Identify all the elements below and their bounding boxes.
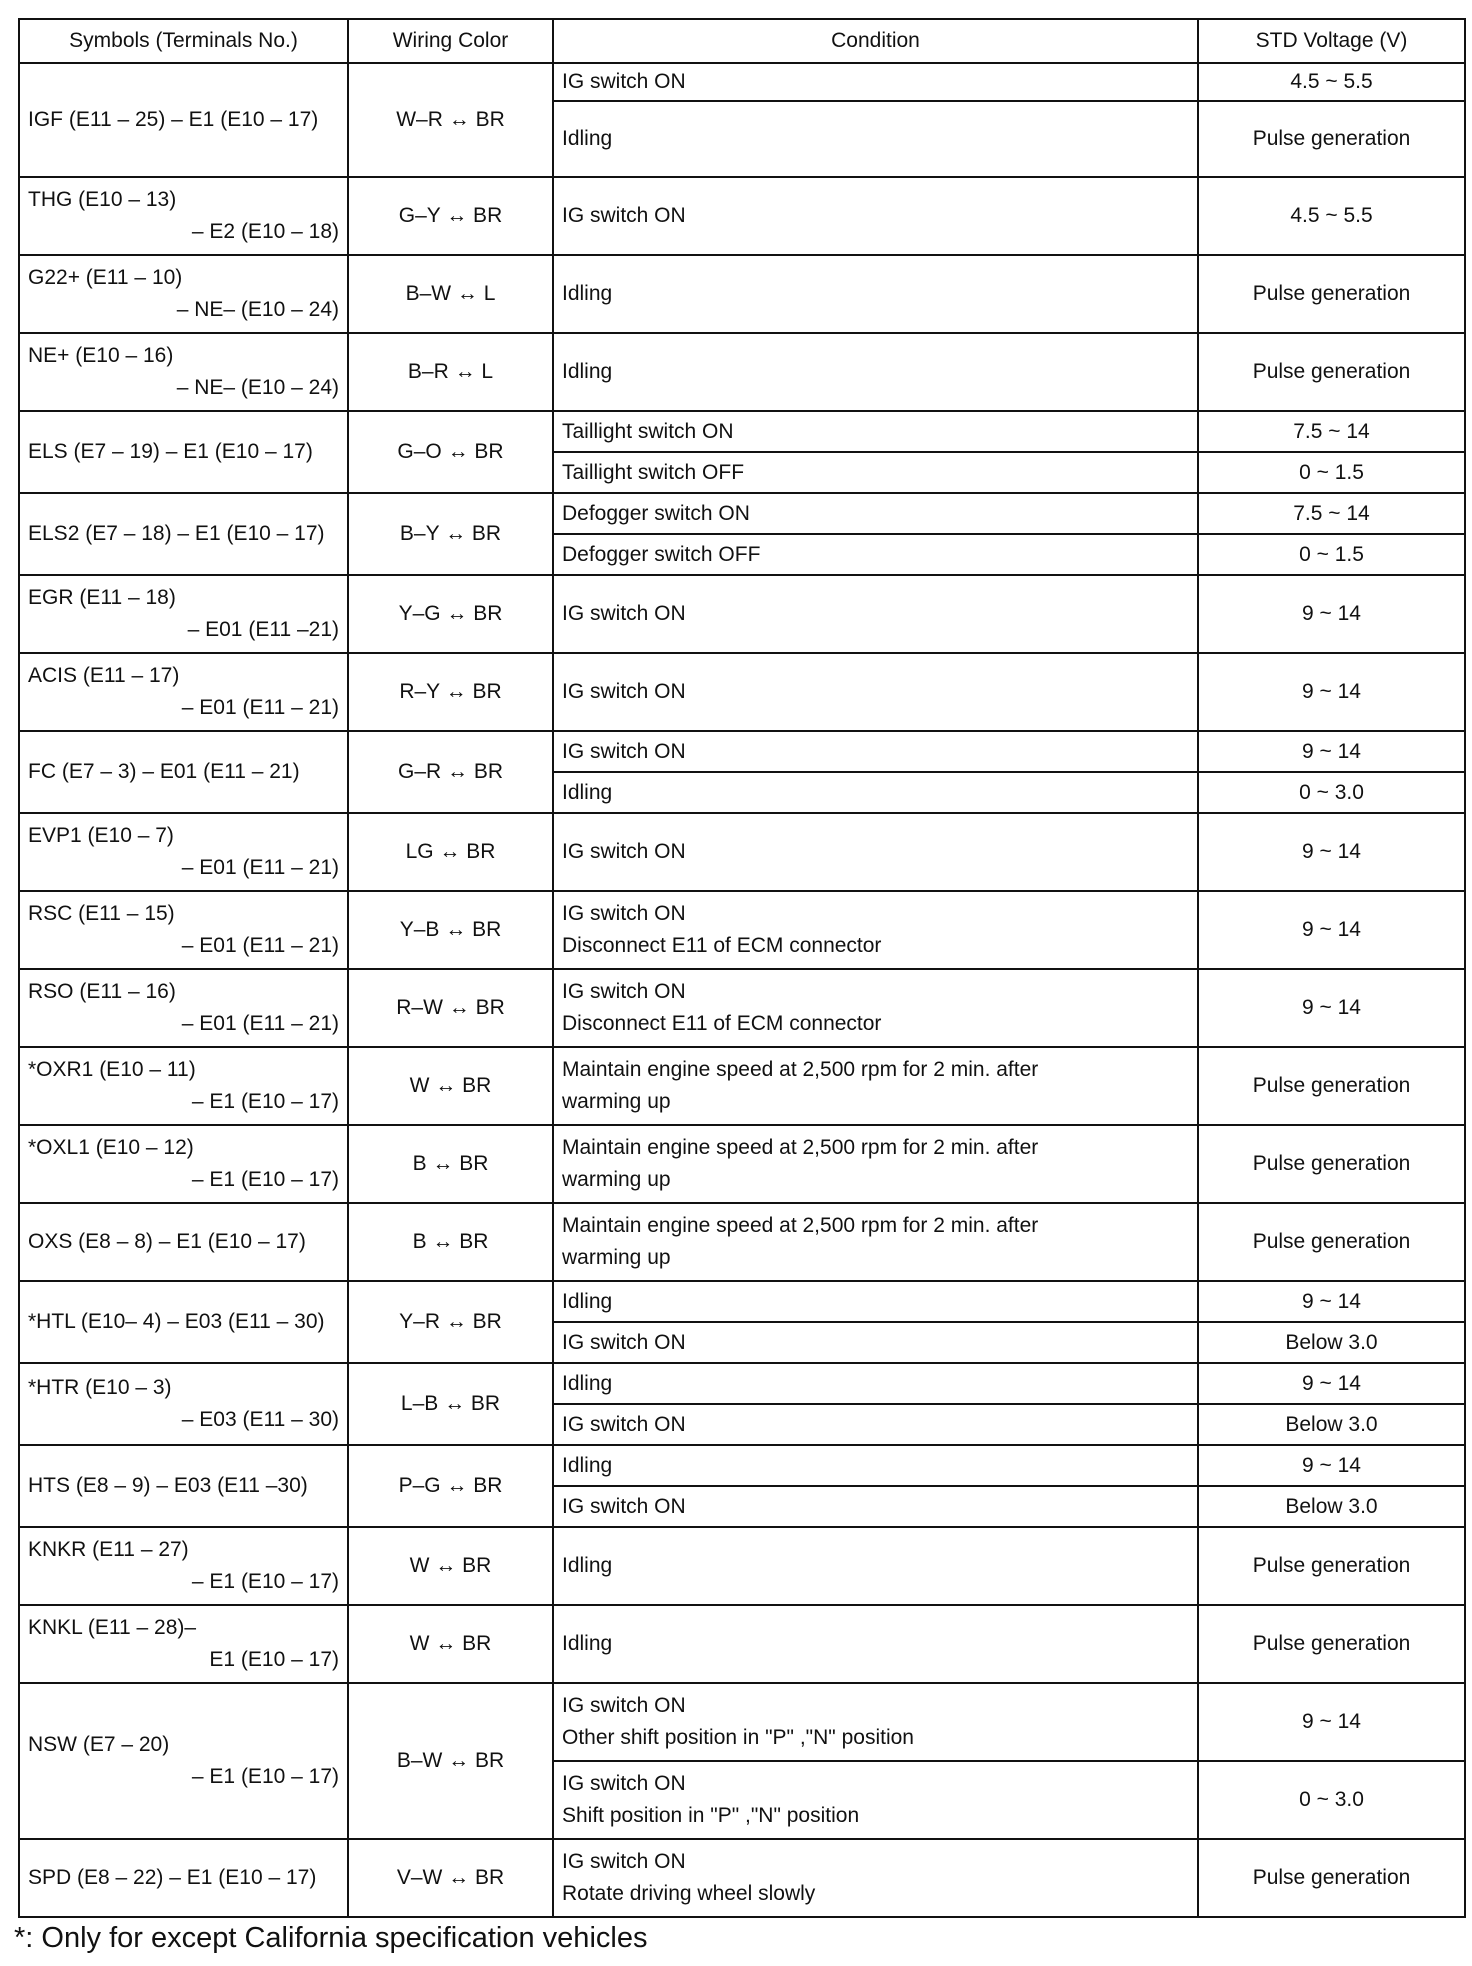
symbol-line-2: – E01 (E11 –21) [187,618,339,641]
wiring-color-cell: R–W ↔ BR [348,969,553,1047]
condition-line-1: IG switch ON [562,1412,686,1436]
symbol-cell [19,891,348,969]
std-voltage-cell: 9 ~ 14 [1198,969,1465,1047]
symbol-cell [19,411,348,493]
symbol-line-1: FC (E7 – 3) – E01 (E11 – 21) [28,760,300,783]
condition-line-1: Idling [562,780,613,804]
condition-line-1: IG switch ON [562,204,686,227]
std-voltage-cell: 0 ~ 3.0 [1198,772,1465,813]
symbol-line-1: KNKL (E11 – 28)– [28,1616,197,1639]
condition-line-1: IG switch ON [562,902,686,925]
symbol-cell [19,1125,348,1203]
std-voltage-cell: Below 3.0 [1198,1486,1465,1527]
symbol-line-1: RSC (E11 – 15) [28,902,175,925]
symbol-cell [19,1281,348,1363]
condition-line-2: Shift position in "P" ,"N" position [562,1804,860,1827]
header-condition: Condition [553,19,1198,63]
condition-cell [553,1322,1198,1363]
symbol-line-1: NE+ (E10 – 16) [28,344,174,367]
std-voltage-cell: 9 ~ 14 [1198,731,1465,772]
symbol-line-1: ELS2 (E7 – 18) – E1 (E10 – 17) [28,522,325,545]
condition-line-2: Other shift position in "P" ,"N" position [562,1726,914,1749]
condition-cell [553,1683,1198,1761]
wiring-color-cell: Y–B ↔ BR [348,891,553,969]
wiring-color-cell: V–W ↔ BR [348,1839,553,1917]
condition-cell [553,653,1198,731]
condition-cell [553,1203,1198,1281]
symbol-line-2: – E01 (E11 – 21) [181,696,339,719]
symbol-line-1: RSO (E11 – 16) [28,980,176,1003]
condition-line-2: Disconnect E11 of ECM connector [562,1012,882,1035]
std-voltage-cell: 9 ~ 14 [1198,575,1465,653]
std-voltage-cell: 0 ~ 1.5 [1198,452,1465,493]
condition-line-1: Idling [562,1371,613,1395]
condition-line-1: Defogger switch ON [562,501,750,525]
condition-line-1: IG switch ON [562,1494,686,1518]
condition-cell [553,1761,1198,1839]
condition-cell [553,255,1198,333]
condition-cell [553,452,1198,493]
std-voltage-cell: 9 ~ 14 [1198,653,1465,731]
condition-line-1: Defogger switch OFF [562,542,761,566]
condition-cell [553,1047,1198,1125]
condition-cell [553,575,1198,653]
table-row [19,1281,1465,1322]
std-voltage-cell: Pulse generation [1198,255,1465,333]
table-row [19,333,1465,411]
wiring-color-cell: B ↔ BR [348,1203,553,1281]
condition-cell [553,731,1198,772]
condition-cell [553,411,1198,452]
wiring-color-cell: B ↔ BR [348,1125,553,1203]
condition-cell [553,1445,1198,1486]
condition-line-1: Idling [562,1632,613,1655]
symbol-line-2: – E1 (E10 – 17) [191,1090,339,1113]
wiring-color-cell: G–Y ↔ BR [348,177,553,255]
symbol-cell [19,813,348,891]
symbol-cell [19,1363,348,1445]
symbol-line-2: E1 (E10 – 17) [209,1648,339,1671]
table-row [19,891,1465,969]
condition-cell [553,1281,1198,1322]
condition-cell [553,1605,1198,1683]
symbol-line-1: IGF (E11 – 25) – E1 (E10 – 17) [28,108,319,131]
symbol-cell [19,731,348,813]
symbol-line-1: *OXL1 (E10 – 12) [28,1136,194,1159]
condition-line-1: Taillight switch OFF [562,460,745,484]
symbol-line-1: NSW (E7 – 20) [28,1733,170,1756]
condition-line-1: Idling [562,127,613,150]
wiring-color-cell: Y–R ↔ BR [348,1281,553,1363]
condition-cell [553,177,1198,255]
std-voltage-cell: 0 ~ 1.5 [1198,534,1465,575]
condition-line-1: Maintain engine speed at 2,500 rpm for 2 min. after [562,1058,1039,1081]
table-row [19,493,1465,534]
header-std-voltage: STD Voltage (V) [1198,19,1465,63]
condition-line-1: Idling [562,282,613,305]
symbol-line-2: – E2 (E10 – 18) [191,220,339,243]
table-row [19,813,1465,891]
std-voltage-cell: 7.5 ~ 14 [1198,411,1465,452]
condition-line-1: IG switch ON [562,1850,686,1873]
table-body [19,63,1465,1917]
symbol-cell [19,1203,348,1281]
wiring-color-cell: R–Y ↔ BR [348,653,553,731]
condition-cell [553,1363,1198,1404]
symbol-line-2: – NE– (E10 – 24) [176,376,339,399]
condition-cell [553,1839,1198,1917]
symbol-line-1: ACIS (E11 – 17) [28,664,180,687]
std-voltage-cell: 0 ~ 3.0 [1198,1761,1465,1839]
std-voltage-cell: 9 ~ 14 [1198,1445,1465,1486]
wiring-color-cell: P–G ↔ BR [348,1445,553,1527]
wiring-color-cell: W ↔ BR [348,1527,553,1605]
condition-line-1: IG switch ON [562,1330,686,1354]
symbol-line-2: – E1 (E10 – 17) [191,1168,339,1191]
symbol-line-1: ELS (E7 – 19) – E1 (E10 – 17) [28,440,313,463]
symbol-line-1: *HTL (E10– 4) – E03 (E11 – 30) [28,1310,325,1333]
symbol-cell [19,1445,348,1527]
table-row [19,255,1465,333]
table-row [19,1203,1465,1281]
condition-line-1: Idling [562,1289,613,1313]
std-voltage-cell: Pulse generation [1198,1125,1465,1203]
condition-cell [553,101,1198,177]
header-wiring-color: Wiring Color [348,19,553,63]
symbol-cell [19,255,348,333]
wiring-color-cell: G–R ↔ BR [348,731,553,813]
condition-cell [553,493,1198,534]
condition-line-1: Maintain engine speed at 2,500 rpm for 2 min. after [562,1214,1039,1237]
symbol-line-2: – E1 (E10 – 17) [191,1570,339,1593]
condition-cell [553,772,1198,813]
symbol-line-2: – E01 (E11 – 21) [181,1012,339,1035]
table-row [19,1363,1465,1404]
table-row [19,1605,1465,1683]
table-row [19,1047,1465,1125]
symbol-line-1: G22+ (E11 – 10) [28,266,183,289]
wiring-color-cell: B–W ↔ L [348,255,553,333]
wiring-color-cell: B–R ↔ L [348,333,553,411]
symbol-line-2: – E01 (E11 – 21) [181,934,339,957]
symbol-line-1: EVP1 (E10 – 7) [28,824,174,847]
condition-cell [553,1486,1198,1527]
wiring-color-cell: B–W ↔ BR [348,1683,553,1839]
condition-line-1: IG switch ON [562,1772,686,1795]
table-row [19,1125,1465,1203]
wiring-color-cell: W ↔ BR [348,1047,553,1125]
condition-cell [553,813,1198,891]
condition-line-2: warming up [562,1090,671,1113]
symbol-line-1: SPD (E8 – 22) – E1 (E10 – 17) [28,1866,317,1889]
condition-line-1: IG switch ON [562,602,686,625]
std-voltage-cell: Below 3.0 [1198,1404,1465,1445]
std-voltage-cell: Pulse generation [1198,1047,1465,1125]
symbol-line-2: – E1 (E10 – 17) [191,1765,339,1788]
condition-line-1: IG switch ON [562,1694,686,1717]
condition-cell [553,333,1198,411]
symbol-line-1: THG (E10 – 13) [28,188,177,211]
condition-cell [553,1527,1198,1605]
symbol-line-1: OXS (E8 – 8) – E1 (E10 – 17) [28,1230,306,1253]
symbol-cell [19,177,348,255]
symbol-cell [19,1047,348,1125]
wiring-color-cell: LG ↔ BR [348,813,553,891]
condition-line-1: IG switch ON [562,739,686,763]
condition-line-1: Idling [562,1453,613,1477]
wiring-color-cell: W ↔ BR [348,1605,553,1683]
symbol-line-1: HTS (E8 – 9) – E03 (E11 –30) [28,1474,308,1497]
wiring-color-cell: W–R ↔ BR [348,63,553,177]
table-row [19,731,1465,772]
condition-line-1: Idling [562,360,613,383]
symbol-cell [19,333,348,411]
std-voltage-cell: Pulse generation [1198,333,1465,411]
table-row [19,653,1465,731]
std-voltage-cell: 7.5 ~ 14 [1198,493,1465,534]
condition-cell [553,969,1198,1047]
std-voltage-cell: Pulse generation [1198,1527,1465,1605]
table-row [19,969,1465,1047]
table-row [19,1527,1465,1605]
condition-line-2: Rotate driving wheel slowly [562,1882,816,1905]
condition-line-1: IG switch ON [562,70,686,93]
std-voltage-cell: 9 ~ 14 [1198,891,1465,969]
symbol-line-2: – NE– (E10 – 24) [176,298,339,321]
condition-line-1: IG switch ON [562,680,686,703]
condition-cell [553,891,1198,969]
condition-line-1: IG switch ON [562,980,686,1003]
symbol-line-1: KNKR (E11 – 27) [28,1538,189,1561]
condition-cell [553,534,1198,575]
std-voltage-cell: Pulse generation [1198,1203,1465,1281]
std-voltage-cell: 9 ~ 14 [1198,813,1465,891]
wiring-color-cell: B–Y ↔ BR [348,493,553,575]
header-row [19,19,1465,63]
table-row [19,177,1465,255]
std-voltage-cell: Pulse generation [1198,101,1465,177]
symbol-cell [19,575,348,653]
table-row [19,575,1465,653]
std-voltage-cell: 4.5 ~ 5.5 [1198,63,1465,101]
condition-cell [553,63,1198,101]
symbol-cell [19,1683,348,1839]
table-row [19,1445,1465,1486]
wiring-color-cell: Y–G ↔ BR [348,575,553,653]
symbol-cell [19,493,348,575]
symbol-cell [19,969,348,1047]
table-row [19,411,1465,452]
footnote: *: Only for except California specification vehicles [14,1922,648,1954]
condition-line-1: Idling [562,1554,613,1577]
symbol-line-1: *OXR1 (E10 – 11) [28,1058,196,1081]
std-voltage-cell: 9 ~ 14 [1198,1281,1465,1322]
std-voltage-cell: Below 3.0 [1198,1322,1465,1363]
symbol-line-2: – E03 (E11 – 30) [181,1408,339,1431]
condition-line-1: Maintain engine speed at 2,500 rpm for 2 min. after [562,1136,1039,1159]
condition-line-1: IG switch ON [562,840,686,863]
symbol-cell [19,653,348,731]
table-row [19,63,1465,101]
std-voltage-cell: 9 ~ 14 [1198,1363,1465,1404]
table-row [19,1683,1465,1761]
wiring-color-cell: L–B ↔ BR [348,1363,553,1445]
std-voltage-cell: Pulse generation [1198,1605,1465,1683]
table-row [19,1839,1465,1917]
condition-cell [553,1404,1198,1445]
symbol-cell [19,1839,348,1917]
symbol-cell [19,63,348,177]
std-voltage-cell: Pulse generation [1198,1839,1465,1917]
header-symbols: Symbols (Terminals No.) [19,19,348,63]
voltage-spec-table [18,18,1466,1918]
symbol-line-1: EGR (E11 – 18) [28,586,176,609]
std-voltage-cell: 9 ~ 14 [1198,1683,1465,1761]
condition-line-1: Taillight switch ON [562,419,734,443]
wiring-color-cell: G–O ↔ BR [348,411,553,493]
symbol-line-2: – E01 (E11 – 21) [181,856,339,879]
symbol-cell [19,1605,348,1683]
condition-cell [553,1125,1198,1203]
condition-line-2: warming up [562,1168,671,1191]
symbol-cell [19,1527,348,1605]
symbol-line-1: *HTR (E10 – 3) [28,1376,172,1399]
condition-line-2: Disconnect E11 of ECM connector [562,934,882,957]
condition-line-2: warming up [562,1246,671,1269]
std-voltage-cell: 4.5 ~ 5.5 [1198,177,1465,255]
